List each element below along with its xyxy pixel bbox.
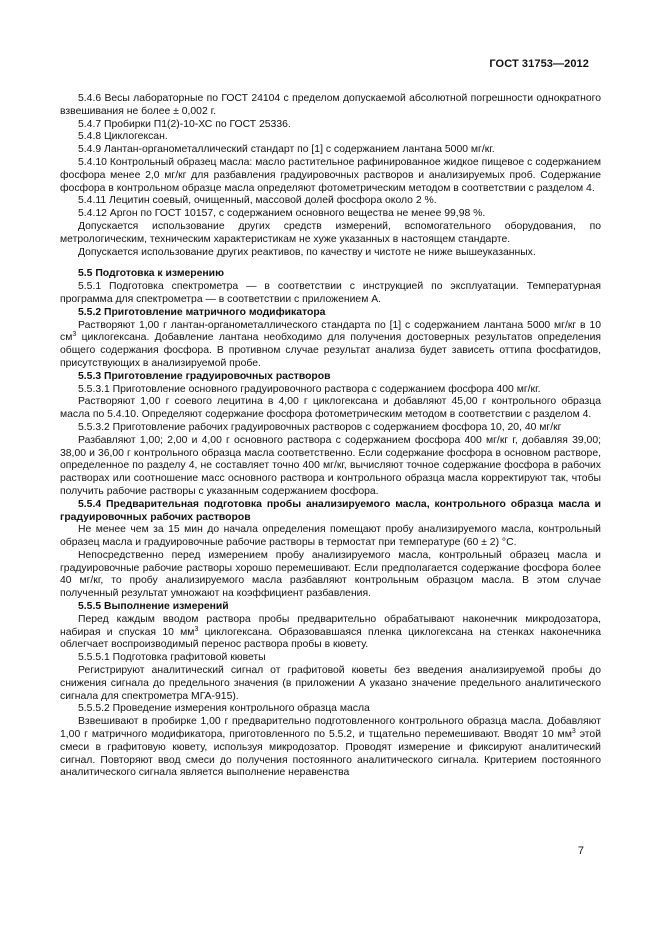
- paragraph-text: 5.5.2 Приготовление матричного модификатора: [78, 306, 326, 318]
- section-heading: [60, 268, 601, 281]
- paragraph-text: Растворяют 1,00 г лантан-органометаллического стандарта по [1] с содержанием лантана 5000 мг/кг в 10 см: [60, 319, 601, 344]
- paragraph: [60, 195, 601, 208]
- paragraph: [60, 157, 601, 195]
- paragraph-text: 5.4.8 Циклогексан.: [78, 131, 168, 143]
- paragraph: [60, 93, 601, 119]
- paragraph: [60, 665, 601, 703]
- paragraph: [60, 247, 601, 260]
- paragraph-text: 5.4.6 Весы лабораторные по ГОСТ 24104 с пределом допускаемой абсолютной погрешности однократного взвешивания не более ± 0,002 г.: [60, 93, 601, 117]
- section-gap: [60, 259, 601, 268]
- paragraph: [60, 652, 601, 665]
- paragraph: [60, 524, 601, 550]
- paragraph-text: 5.5 Подготовка к измерению: [78, 268, 224, 280]
- paragraph-text: 5.4.10 Контрольный образец масла: масло растительное рафинированное жидкое пищевое с содержанием фосфора менее 2,0 мг/кг для разбавления градуировочных растворов и анализируемых проб. Содержание фосфора в контрольном образце масла определяют фотометрическим методом в соответствии с разделом 4.: [60, 156, 601, 194]
- paragraph: [60, 435, 601, 499]
- section-heading: [60, 307, 601, 320]
- paragraph: [60, 703, 601, 716]
- paragraph-text: Регистрируют аналитический сигнал от графитовой кюветы без введения анализируемой пробы до снижения сигнала до предельного значения (в приложении А указано значение предельного аналитического сигнала для спектрометра МГА-915).: [60, 665, 601, 702]
- paragraph: [60, 614, 601, 652]
- paragraph: [60, 221, 601, 247]
- paragraph: [60, 119, 601, 132]
- paragraph-text: 5.4.9 Лантан-органометаллический стандарт по [1] с содержанием лантана 5000 мг/кг.: [78, 144, 495, 156]
- paragraph-text: 5.4.7 Пробирки П1(2)-10-ХС по ГОСТ 25336.: [78, 118, 291, 130]
- superscript: 3: [72, 331, 77, 339]
- paragraph-text: 5.5.5 Выполнение измерений: [78, 601, 229, 613]
- paragraph-text: 5.5.3.1 Приготовление основного градуировочного раствора с содержанием фосфора 400 мг/кг.: [78, 383, 541, 395]
- paragraph: [60, 396, 601, 422]
- paragraph: [60, 422, 601, 435]
- paragraph-text: Разбавляют 1,00; 2,00 и 4,00 г основного раствора с содержанием фосфора 400 мг/кг г, добавляя 39,00; 38,00 и 36,00 г контрольного образца масла соответственно. Если содержание фосфора в основном растворе, определенное по разделу 4, не составляет точно 400 мг/кг, вычисляют точное содержание фосфора в рабочих растворах или соотношение масс основного раствора и контрольного образца масла корректируют так, чтобы получить рабочие растворы с указанным содержанием фосфора.: [60, 434, 601, 497]
- paragraph-text-continued: циклогексана. Добавление лантана необходимо для получения достоверных результатов определения общего содержания фосфора. В противном случае результат анализа будет зависеть оттипа фосфатидов, присутствующих в анализируемой пробе.: [60, 332, 601, 369]
- document-header: ГОСТ 31753—2012: [489, 58, 589, 70]
- paragraph-text: 5.5.4 Предварительная подготовка пробы анализируемого масла, контрольного образца масла и градуировочных рабочих растворов: [60, 498, 601, 523]
- section-heading: [60, 499, 601, 525]
- paragraph-text: Непосредственно перед измерением пробу анализируемого масла, контрольный образец масла и градуировочные рабочие растворы хорошо перемешивают. Если предполагается содержание фосфора более 40 мг/кг, то пробу анализируемого масла разбавляют контрольным образцом масла. В этом случае полученный результат умножают на коэффициент разбавления.: [60, 549, 601, 600]
- paragraph: [60, 384, 601, 397]
- paragraph-text: 5.4.12 Аргон по ГОСТ 10157, с содержанием основного вещества не менее 99,98 %.: [78, 208, 486, 220]
- paragraph-text: Взвешивают в пробирке 1,00 г предварительно подготовленного контрольного образца масла. Добавляют 1,00 г матричного модификатора, приготовленного по 5.5.2, и тщательно перемешивают. Вводят 10 мм: [60, 716, 601, 741]
- paragraph-text: Допускается использование других реактивов, по качеству и чистоте не ниже вышеуказанных.: [78, 246, 536, 258]
- superscript: 3: [194, 625, 199, 633]
- paragraph: [60, 281, 601, 307]
- paragraph-text: 5.5.1 Подготовка спектрометра — в соответствии с инструкцией по эксплуатации. Температурная программа для спектрометра — в соответствии с приложением А.: [60, 281, 601, 305]
- paragraph-text: 5.5.3 Приготовление градуировочных растворов: [78, 370, 331, 382]
- paragraph-text-continued: циклогексана. Образовавшаяся пленка циклогексана на стенках наконечника облегчает воспроизводимый перенос раствора пробы в кювету.: [60, 626, 601, 651]
- paragraph-text: 5.5.5.2 Проведение измерения контрольного образца масла: [78, 703, 370, 715]
- section-heading: [60, 601, 601, 614]
- paragraph-text: Растворяют 1,00 г соевого лецитина в 4,00 г циклогексана и добавляют 45,00 г контрольного образца масла по 5.4.10. Определяют содержание фосфора фотометрическим методом в соответствии с разделом 4.: [60, 396, 601, 421]
- paragraph: [60, 208, 601, 221]
- superscript: 3: [571, 728, 576, 736]
- paragraph: [60, 550, 601, 601]
- paragraph: [60, 320, 601, 371]
- paragraph-text: Перед каждым вводом раствора пробы предварительно обрабатывают наконечник микродозатора, набирая и спуская 10 мм: [60, 613, 601, 638]
- paragraph: [60, 131, 601, 144]
- document-body: [60, 93, 601, 780]
- paragraph-text: 5.4.11 Лецитин соевый, очищенный, массовой долей фосфора около 2 %.: [78, 195, 437, 207]
- paragraph-text: 5.5.5.1 Подготовка графитовой кюветы: [78, 652, 266, 664]
- paragraph-text: Допускается использование других средств измерений, вспомогательного оборудования, по метрологическим, техническим характеристикам не хуже указанных в настоящем стандарте.: [60, 220, 601, 245]
- page-number: 7: [577, 845, 584, 857]
- paragraph-text: Не менее чем за 15 мин до начала определения помещают пробу анализируемого масла, контрольный образец масла и градуировочные рабочие растворы в термостат при температуре (60 ± 2) °С.: [60, 524, 601, 549]
- section-heading: [60, 371, 601, 384]
- paragraph-text-continued: этой смеси в графитовую кювету, используя микродозатор. Проводят измерение и фиксируют аналитический сигнал. Повторяют ввод смеси до получения постоянного аналитического сигнала. Критерием постоянного аналитического сигнала является выполнение неравенства: [60, 729, 601, 779]
- paragraph: [60, 144, 601, 157]
- paragraph: [60, 716, 601, 780]
- paragraph-text: 5.5.3.2 Приготовление рабочих градуировочных растворов с содержанием фосфора 10, 20, 40 мг/кг: [78, 421, 562, 433]
